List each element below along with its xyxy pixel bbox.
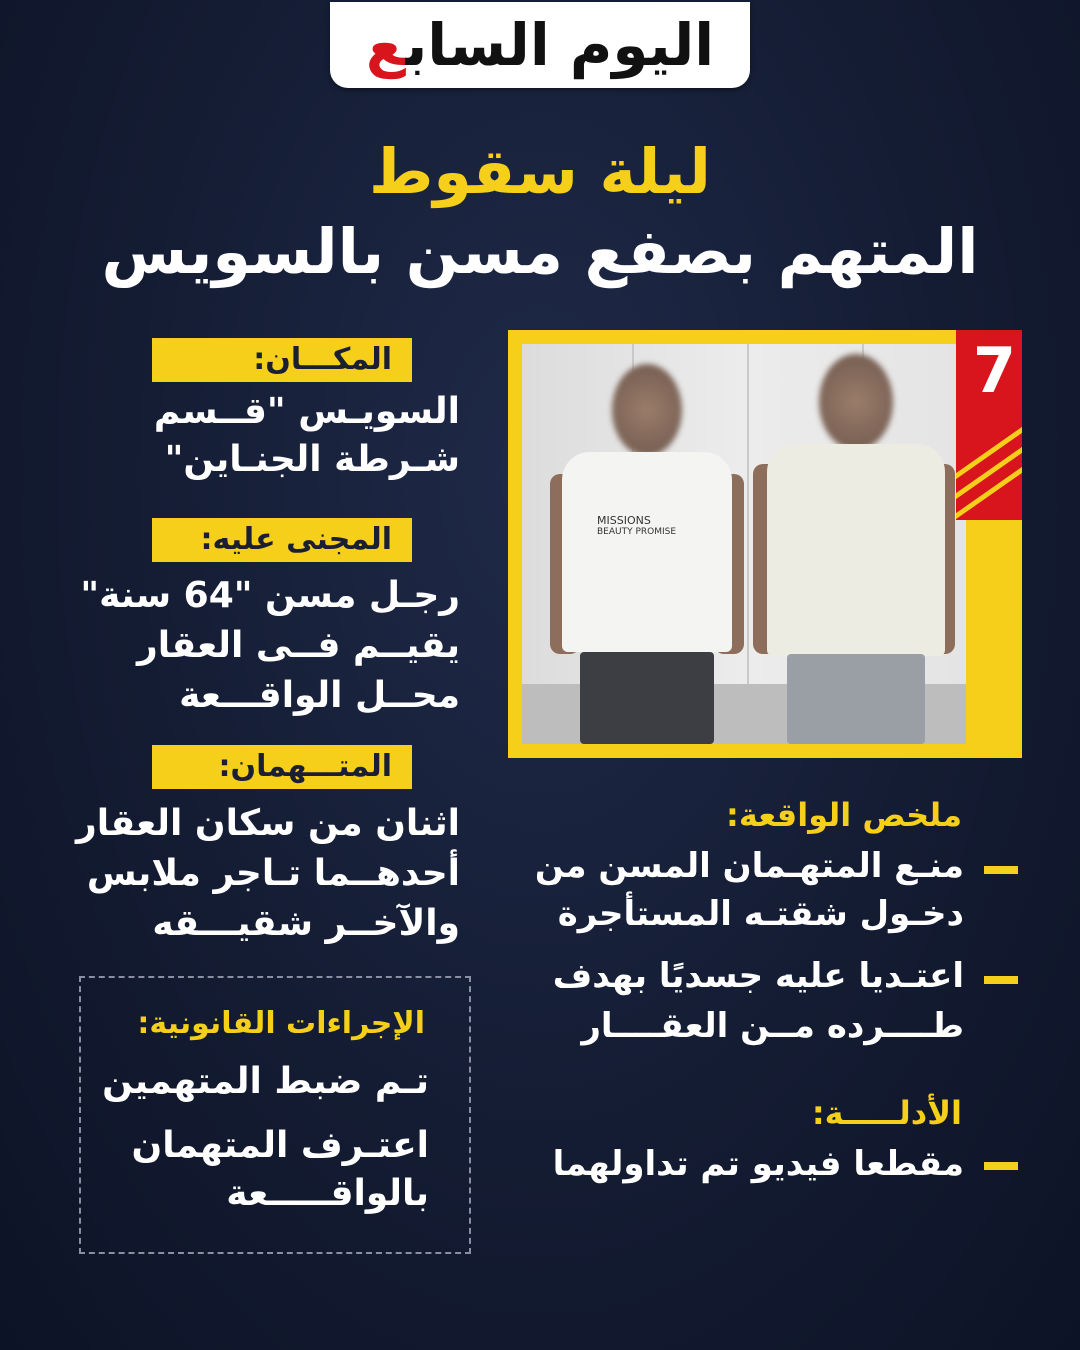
- victim-line-1: رجـل مسن "64 سنة": [80, 575, 460, 616]
- evidence-heading: الأدلـــــة:: [811, 1094, 962, 1132]
- victim-line-3: محــل الواقـــعة: [179, 675, 460, 716]
- accused-line-3: والآخــر شقيـــقه: [152, 903, 460, 944]
- legal-title: الإجراءات القانونية:: [137, 1006, 425, 1041]
- suspect-right: [747, 354, 957, 744]
- bullet-dash: [984, 866, 1018, 874]
- blurred-face: [819, 354, 893, 450]
- place-line-2: شـرطة الجنـاين": [164, 439, 460, 480]
- accused-label: المتـــهمان:: [152, 745, 412, 789]
- logo-text-black: اليوم الساب: [405, 11, 715, 79]
- accused-line-2: أحدهــما تـاجر ملابس: [86, 853, 460, 894]
- shirt-print: MISSIONS BEAUTY PROMISE: [597, 514, 677, 537]
- logo-box: [330, 2, 750, 88]
- summary-item-1-line-2: دخـول شقتـه المستأجرة: [557, 894, 964, 934]
- logo-text-red: ع: [365, 11, 406, 79]
- suspect-left: [542, 364, 742, 744]
- victim-line-2: يقيــم فــى العقار: [137, 625, 460, 666]
- bullet-dash: [984, 1162, 1018, 1170]
- summary-item-1-line-1: منـع المتهـمان المسن من: [534, 846, 964, 886]
- title-line-2: المتهم بصفع مسن بالسويس: [101, 215, 979, 288]
- accused-line-1: اثنان من سكان العقار: [76, 803, 460, 844]
- summary-heading: ملخص الواقعة:: [726, 796, 962, 834]
- summary-item-2-line-2: طــــرده مــن العقــــار: [581, 1006, 964, 1046]
- summary-item-2-line-1: اعتـديا عليه جسديًا بهدف: [552, 956, 964, 996]
- episode-number: 7: [972, 334, 1016, 407]
- legal-line-2: اعتـرف المتهمان: [131, 1125, 429, 1166]
- title-line-1: ليلة سقوط: [369, 135, 711, 208]
- blurred-face: [612, 364, 682, 456]
- place-label: المكـــان:: [152, 338, 412, 382]
- suspects-photo: [522, 344, 966, 744]
- legal-procedures-box: [79, 976, 471, 1254]
- place-line-1: السويـس "قــسم: [153, 391, 460, 432]
- evidence-item: مقطعا فيديو تم تداولهما: [552, 1144, 964, 1184]
- legal-line-3: بالواقـــــعة: [226, 1173, 429, 1214]
- logo: [365, 11, 715, 79]
- photo-frame: [508, 330, 1022, 758]
- victim-label: المجنى عليه:: [152, 518, 412, 562]
- legal-line-1: تـم ضبط المتهمين: [102, 1061, 429, 1102]
- bullet-dash: [984, 976, 1018, 984]
